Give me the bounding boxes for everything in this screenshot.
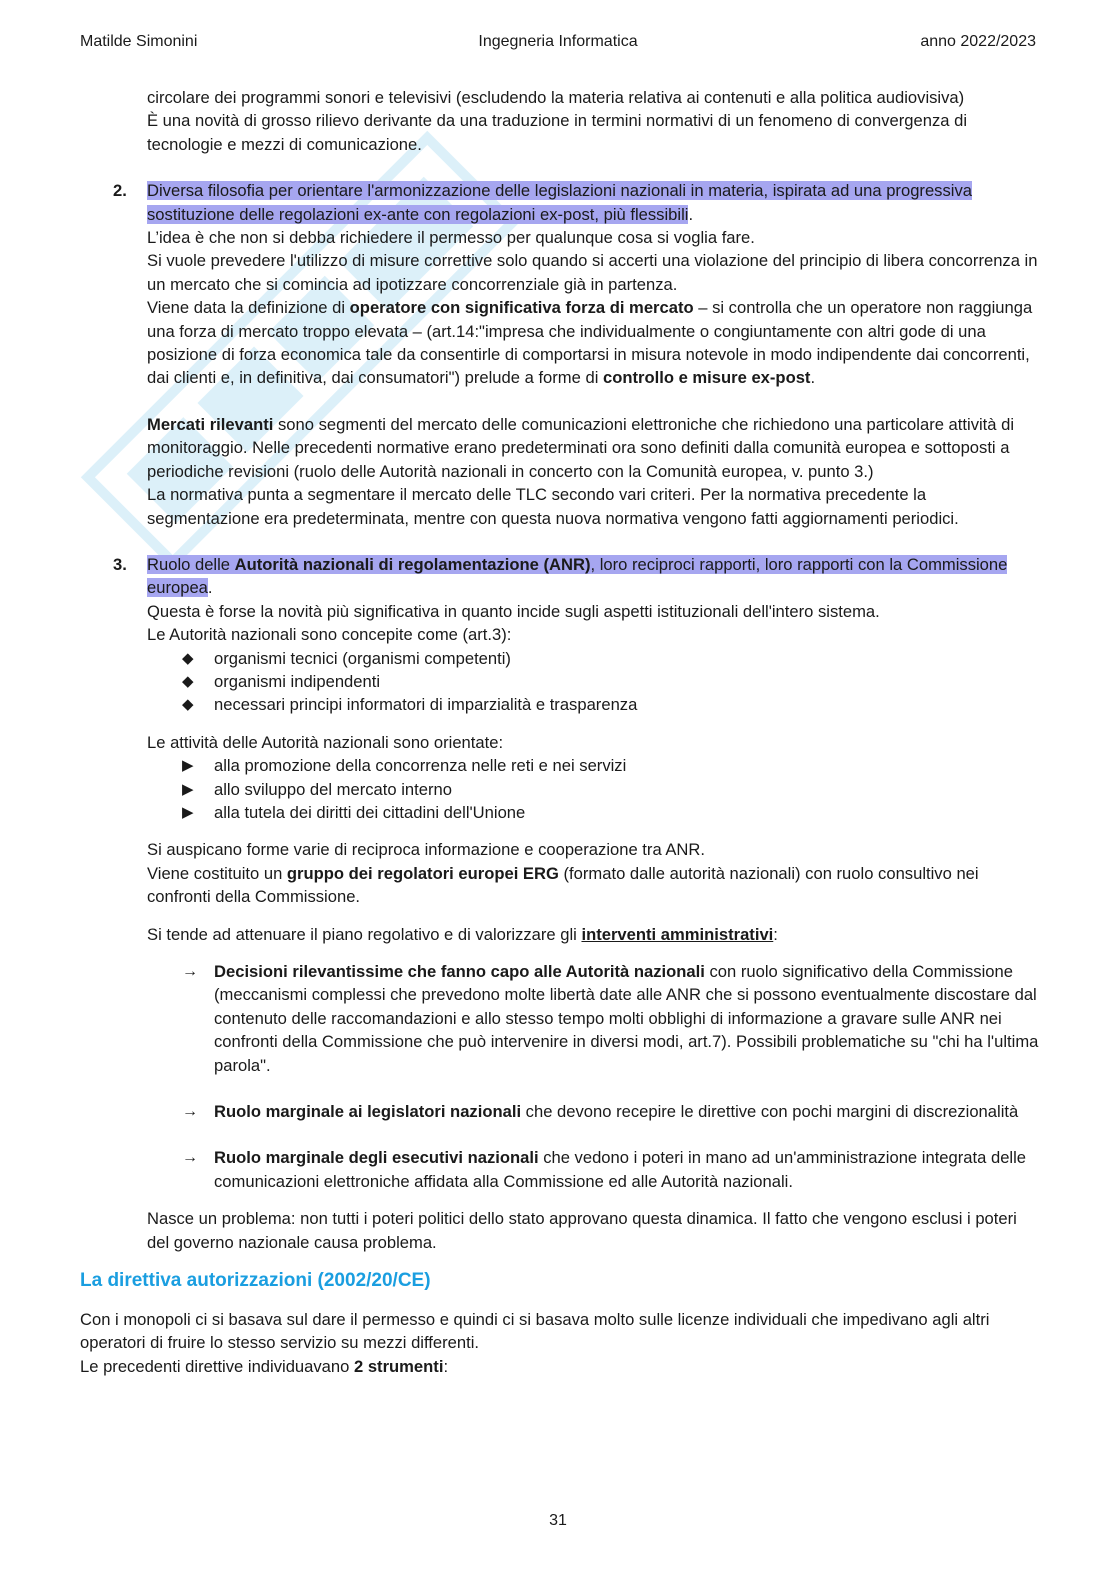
arrow-list-item: → Ruolo marginale ai legislatori nazionali che devono recepire le direttive con pochi margini di discrezionalità <box>147 1100 1040 1123</box>
list-item: alla promozione della concorrenza nelle reti e nei servizi <box>214 756 627 776</box>
page-content <box>80 86 1040 1378</box>
arrow-right-icon: → <box>182 1103 198 1121</box>
diamond-bullet-icon: ◆ <box>182 672 194 690</box>
diamond-list <box>80 647 1040 717</box>
arrow-right-icon: → <box>182 1149 198 1167</box>
item-2-paragraph-3: Viene data la definizione di operatore con significativa forza di mercato – si controlla che un operatore non raggiunga una forza di mercato troppo elevata – (art.14:"impresa che individualmente o congiuntamente con altri gode di una posizione di forza economica tale da consentirle di comportarsi in misura notevole in modo indipendente dai concorrenti, dai clienti e, in definitiva, dai consumatori") prelude a forme di controllo e misure ex-post. <box>147 298 1033 388</box>
item-3-paragraph-5: Viene costituito un gruppo dei regolatori europei ERG (formato dalle autorità nazionali) con ruolo consultivo nei confronti della Commissione. <box>147 863 979 907</box>
list-item: allo sviluppo del mercato interno <box>214 779 452 799</box>
list-item: organismi indipendenti <box>214 671 381 691</box>
item-3-paragraph-6: Si tende ad attenuare il piano regolativo e di valorizzare gli interventi amministrativi: <box>147 924 778 944</box>
header-year: anno 2022/2023 <box>920 33 1036 50</box>
diamond-bullet-icon: ◆ <box>182 696 194 714</box>
diamond-bullet-icon: ◆ <box>182 649 194 667</box>
triangle-bullet-icon: ▶ <box>182 780 194 798</box>
intro-paragraph-2: È una novità di grosso rilievo derivante da una traduzione in termini normativi di un fenomeno di convergenza di tecnologie e mezzi di comunicazione. <box>147 111 968 154</box>
item-2-paragraph-5: La normativa punta a segmentare il mercato delle TLC secondo vari criteri. Per la normativa precedente la segmentazione era predeterminata, mentre con questa nuova normativa vengono fatti aggiornamenti periodici. <box>147 485 959 528</box>
item-2-paragraph-4: Mercati rilevanti sono segmenti del mercato delle comunicazioni elettroniche che richiedono una particolare attività di monitoraggio. Nelle precedenti normative erano predeterminati ora sono definiti dalla comunità europea e sottoposti a periodiche revisioni (ruolo delle Autorità nazionali in concerto con la Comunità europea, v. punto 3.) <box>147 414 1015 481</box>
list-item: organismi tecnici (organismi competenti) <box>214 648 511 668</box>
highlighted-text: Diversa filosofia per orientare l'armonizzazione delle legislazioni nazionali in materia, ispirata ad una progressiva sostituzione delle regolazioni ex-ante con regolazioni ex-post, più flessibili <box>147 181 972 224</box>
item-2-title: Diversa filosofia per orientare l'armonizzazione delle legislazioni nazionali in materia, ispirata ad una progressiva sostituzione delle regolazioni ex-ante con regolazioni ex-post, più flessibili. <box>147 181 972 224</box>
item-3-paragraph-7: Nasce un problema: non tutti i poteri politici dello stato approvano questa dinamica. Il fatto che vengono esclusi i poteri del governo nazionale causa problema. <box>147 1209 1017 1252</box>
triangle-list <box>80 754 1040 824</box>
item-3-paragraph-1: Questa è forse la novità più significativa in quanto incide sugli aspetti istituzionali dell'intero sistema. <box>147 601 880 621</box>
page-header <box>80 33 1036 55</box>
item-number: 3. <box>113 554 127 574</box>
list-item-3 <box>80 553 1040 647</box>
header-course: Ingegneria Informatica <box>478 33 638 50</box>
list-item: necessari principi informatori di imparzialità e trasparenza <box>214 695 638 715</box>
triangle-bullet-icon: ▶ <box>182 803 194 821</box>
triangle-bullet-icon: ▶ <box>182 757 194 775</box>
list-item: alla tutela dei diritti dei cittadini dell'Unione <box>214 802 526 822</box>
header-author: Matilde Simonini <box>80 33 198 50</box>
section-paragraph-2: Le precedenti direttive individuavano 2 strumenti: <box>80 1356 449 1376</box>
item-number: 2. <box>113 181 127 201</box>
highlighted-text: Ruolo delle Autorità nazionali di regolamentazione (ANR), loro reciproci rapporti, loro rapporti con la Commissione europea <box>147 554 1008 598</box>
arrow-right-icon: → <box>182 963 198 980</box>
item-2-paragraph-2: Si vuole prevedere l'utilizzo di misure correttive solo quando si accerti una violazione del principio di libera concorrenza in un mercato che si comincia ad ipotizzare concorrenziale già in partenza. <box>147 251 1038 294</box>
section-heading: La direttiva autorizzazioni (2002/20/CE) <box>80 1270 431 1292</box>
list-item-2 <box>80 179 1040 530</box>
arrow-list-item: → Ruolo marginale degli esecutivi nazionali che vedono i poteri in mano ad un'amministrazione integrata delle comunicazioni elettroniche affidata alla Commissione ed alle Autorità nazionali. <box>182 1148 1027 1191</box>
arrow-list-item: → Decisioni rilevantissime che fanno capo alle Autorità nazionali con ruolo significativo della Commissione (meccanismi complessi che prevedono molte libertà date alle ANR che si possono eventualmente discostare dal contenuto delle raccomandazioni e allo stesso tempo molti obblighi di informazione a gravare sulle ANR nei confronti della Commissione che può intervenire in diversi modi, art.7). Possibili problematiche su "chi ha l'ultima parola". <box>182 962 1039 1075</box>
item-2-paragraph-1: L’idea è che non si debba richiedere il permesso per qualunque cosa si voglia fare. <box>147 228 755 248</box>
section-paragraph-1: Con i monopoli ci si basava sul dare il permesso e quindi ci si basava molto sulle licenze individuali che impedivano agli altri operatori di fruire lo stesso servizio su mezzi differenti. <box>80 1310 990 1353</box>
item-3-paragraph-3: Le attività delle Autorità nazionali sono orientate: <box>147 732 504 752</box>
page-number: 31 <box>549 1512 567 1529</box>
item-3-paragraph-2: Le Autorità nazionali sono concepite come (art.3): <box>147 625 512 645</box>
intro-paragraph-1: circolare dei programmi sonori e televisivi (escludendo la materia relativa ai contenuti e alla politica audiovisiva) <box>147 88 965 107</box>
item-3-title: Ruolo delle Autorità nazionali di regolamentazione (ANR), loro reciproci rapporti, loro rapporti con la Commissione europea. <box>147 554 1008 598</box>
item-3-paragraph-4: Si auspicano forme varie di reciproca informazione e cooperazione tra ANR. <box>147 840 706 860</box>
